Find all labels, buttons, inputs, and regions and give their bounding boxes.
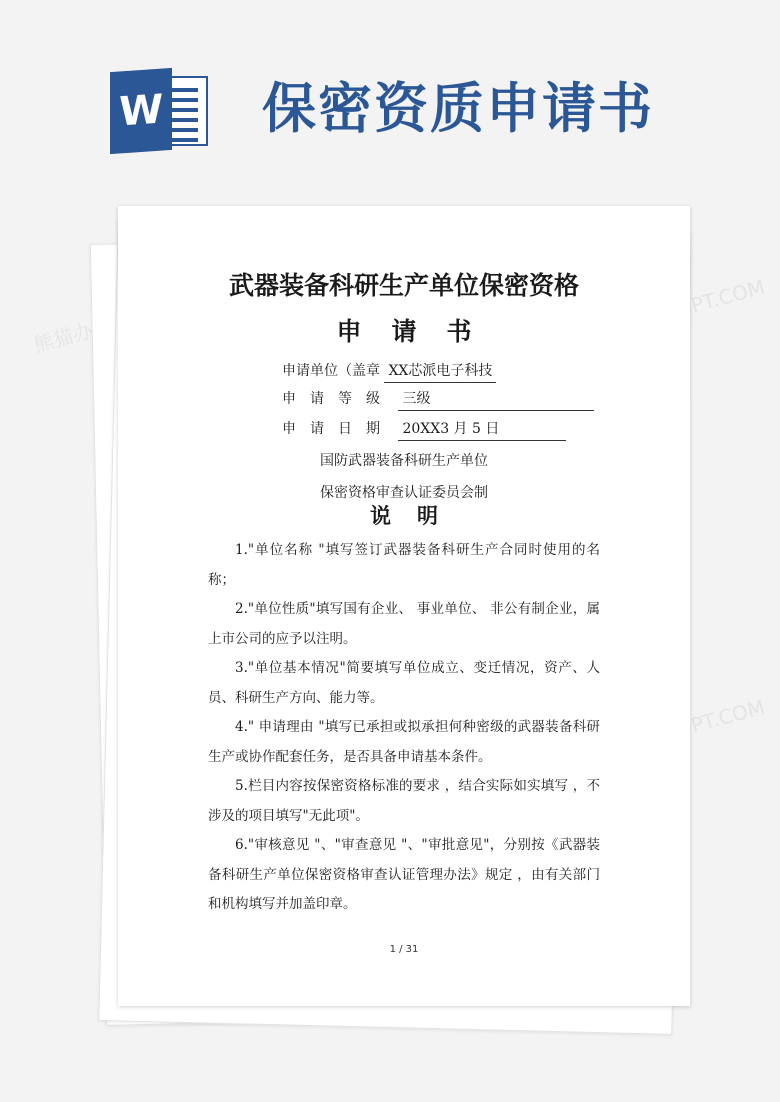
note-item: 2."单位性质"填写国有企业、 事业单位、 非公有制企业，属上市公司的应予以注明。 [208,601,600,647]
note-item: 5.栏目内容按保密资格标准的要求 ，结合实际如实填写 ，不涉及的项目填写"无此项"。 [208,778,600,824]
field-value: 20XX3 月 5 日 [398,418,566,441]
note-item: 6."审核意见 "、"审查意见 "、"审批意见"，分别按《武器装备科研生产单位保密资格审查认证管理办法》规定 ，由有关部门和机构填写并加盖印章。 [208,837,600,912]
document-subtitle: 申请书 [336,317,502,346]
field-label: 申请单位（盖章 [282,363,380,379]
field-value: 三级 [398,388,594,411]
issuer-line: 保密资格审查认证委员会制 [320,485,488,501]
field-applicant [282,360,496,383]
watermark: TUKUPPT.COM [624,274,768,335]
field-label: 申请日期 [282,421,394,437]
document-page [118,206,690,1006]
notes-heading: 说明 [370,504,464,528]
field-value: XX芯派电子科技 [384,360,496,383]
page-title: 保密资质申请书 [262,77,654,140]
watermark: 熊猫办公 [31,313,115,358]
field-date [282,418,566,441]
word-icon: W [110,68,172,154]
field-level [282,388,594,411]
watermark: TUKUPPT.COM [624,694,768,755]
notes-list [208,536,600,920]
document-title: 武器装备科研生产单位保密资格 [228,271,579,300]
note-item: 4." 申请理由 "填写已承担或拟承担何种密级的武器装备科研生产或协作配套任务，是否具备申请基本条件。 [208,719,600,765]
note-item: 3."单位基本情况"简要填写单位成立、变迁情况，资产、人员、科研生产方向、能力等。 [208,660,600,706]
page-number: 1 / 31 [389,944,419,955]
issuer-line: 国防武器装备科研生产单位 [320,453,488,469]
field-label: 申请等级 [282,391,394,407]
note-item: 1."单位名称 "填写签订武器装备科研生产合同时使用的名称； [208,542,600,588]
word-logo [110,70,208,152]
